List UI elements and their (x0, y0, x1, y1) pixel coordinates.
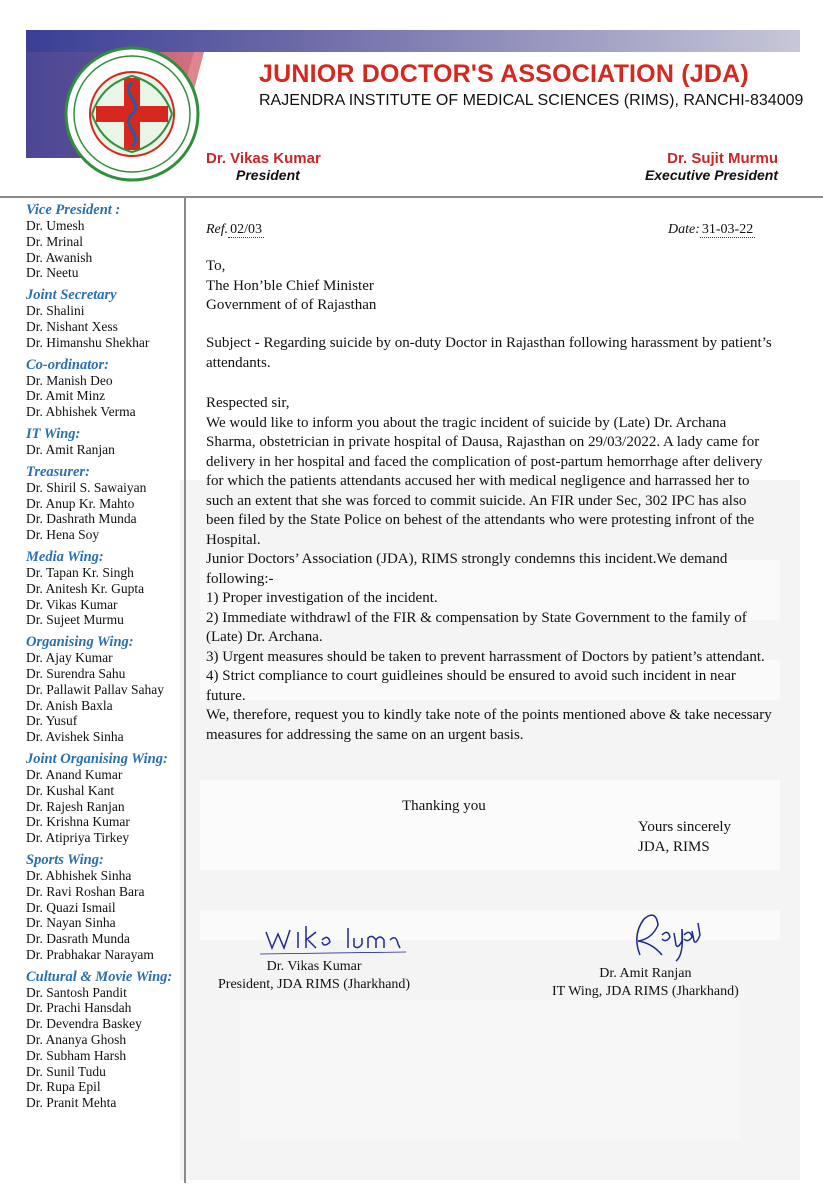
sidebar-group (0, 634, 184, 745)
sidebar-member: Dr. Atipriya Tirkey (26, 830, 130, 846)
sidebar-group-title: Sports Wing: (26, 851, 104, 868)
sidebar-member: Dr. Nishant Xess (26, 318, 118, 334)
sidebar-member: Dr. Surendra Sahu (26, 665, 126, 681)
sidebar-member: Dr. Dashrath Munda (26, 511, 137, 527)
sidebar-member: Dr. Himanshu Shekhar (26, 334, 150, 350)
right-signatory-role: IT Wing, JDA RIMS (Jharkhand) (552, 984, 739, 999)
sidebar-member: Dr. Avishek Sinha (26, 729, 124, 745)
sidebar-group (0, 357, 184, 420)
president-role: President (236, 167, 300, 183)
sidebar-member: Dr. Prachi Hansdah (26, 1000, 132, 1016)
sidebar-group-title: Co-ordinator: (26, 356, 109, 373)
sidebar-member: Dr. Anitesh Kr. Gupta (26, 580, 145, 596)
reference-number (206, 222, 264, 238)
president-block (206, 150, 321, 183)
closing-block (638, 818, 788, 857)
president-name: Dr. Vikas Kumar (206, 150, 321, 167)
letter-date (668, 222, 755, 238)
signature-left (218, 918, 410, 994)
sidebar-group-title: Vice President : (26, 202, 121, 218)
addressee-line-1: The Hon’ble Chief Minister (206, 277, 374, 294)
sidebar-member: Dr. Ravi Roshan Bara (26, 883, 145, 899)
sidebar-group-title: Cultural & Movie Wing: (26, 968, 173, 985)
sidebar-member: Dr. Mrinal (26, 233, 83, 249)
sidebar-member: Dr. Rajesh Ranjan (26, 798, 125, 814)
vikas-kumar-signature-icon (258, 918, 408, 958)
sidebar-member: Dr. Hena Soy (26, 527, 100, 543)
demand-1: 1) Proper investigation of the incident. (206, 590, 438, 606)
sidebar-member: Dr. Rupa Epil (26, 1079, 101, 1095)
sidebar-group (0, 751, 184, 846)
sidebar-member: Dr. Quazi Ismail (26, 899, 116, 915)
office-bearers-sidebar (0, 198, 186, 1183)
sidebar-group (0, 852, 184, 963)
sidebar-group (0, 287, 184, 350)
demand-3: 3) Urgent measures should be taken to prevent harrassment of Doctors by patient’s attendant. (206, 648, 765, 665)
thanks-line: Thanking you (402, 798, 486, 814)
sidebar-member: Dr. Awanish (26, 249, 93, 265)
sidebar-member: Dr. Umesh (26, 218, 85, 233)
organization-name: JUNIOR DOCTOR'S ASSOCIATION (JDA) (259, 60, 749, 88)
left-signatory-role: President, JDA RIMS (Jharkhand) (218, 977, 411, 992)
sidebar-member: Dr. Prabhakar Narayam (26, 946, 154, 962)
sidebar-group-title: Media Wing: (26, 548, 104, 565)
salutation: Respected sir, (206, 395, 290, 411)
sidebar-member: Dr. Tapan Kr. Singh (26, 564, 134, 580)
sidebar-group (0, 426, 184, 458)
sidebar-member: Dr. Krishna Kumar (26, 814, 130, 830)
sidebar-member: Dr. Amit Minz (26, 388, 106, 404)
sidebar-member: Dr. Abhishek Verma (26, 404, 136, 420)
sidebar-member: Dr. Neetu (26, 265, 79, 281)
sidebar-member: Dr. Vikas Kumar (26, 596, 118, 612)
body-paragraph-1: We would like to inform you about the tragic incident of suicide by (Late) Dr. Archana Sharma, obstetrician in private hospital of Dausa, Rajasthan on 29/03/2022. A lady came for delivery in her hospital and faced the complication of post-partum hemorrhage after delivery for which the patients attendants accused her with medical negligence and harrassed her to such an extent that she was forced to commit suicide. An FIR under Sec, 302 IPC has also been filed by the State Police on behest of the attendants who were protesting infront of the Hospital. (206, 414, 763, 548)
sidebar-member: Dr. Anand Kumar (26, 766, 123, 782)
sidebar-member: Dr. Ajay Kumar (26, 650, 113, 666)
sidebar-member: Dr. Ananya Ghosh (26, 1032, 127, 1048)
body-paragraph-2: Junior Doctors’ Association (JDA), RIMS strongly condemns this incident.We demand following:- (206, 551, 728, 587)
demand-4: 4) Strict compliance to court guidleines should be ensured to avoid such incident in near future. (206, 668, 736, 704)
sidebar-member: Dr. Anish Baxla (26, 697, 113, 713)
sidebar-member: Dr. Kushal Kant (26, 782, 115, 798)
executive-president-role: Executive President (644, 167, 778, 183)
sidebar-member: Dr. Anup Kr. Mahto (26, 495, 135, 511)
ref-value: 02/03 (230, 222, 263, 237)
date-label: Date: (668, 222, 700, 237)
sidebar-member: Dr. Shalini (26, 303, 85, 319)
sidebar-member: Dr. Abhishek Sinha (26, 867, 132, 883)
sidebar-group (0, 969, 184, 1111)
closing-text: Yours sincerely (638, 819, 732, 835)
executive-president-block (645, 150, 778, 183)
sidebar-member: Dr. Pranit Mehta (26, 1095, 117, 1111)
sidebar-group-title: Joint Organising Wing: (26, 750, 168, 767)
sidebar-member: Dr. Sujeet Murmu (26, 612, 124, 628)
address-block (206, 257, 776, 316)
date-value: 31-03-22 (701, 222, 754, 237)
ref-label: Ref. (206, 222, 229, 237)
sidebar-member: Dr. Yusuf (26, 713, 78, 729)
closing-org: JDA, RIMS (638, 838, 710, 855)
amit-ranjan-signature-icon (622, 905, 702, 965)
sidebar-group (0, 464, 184, 543)
sidebar-member: Dr. Subham Harsh (26, 1047, 127, 1063)
to-line: To, (206, 258, 226, 274)
sidebar-member: Dr. Nayan Sinha (26, 915, 116, 931)
sidebar-group-title: Treasurer: (26, 463, 90, 480)
executive-president-name: Dr. Sujit Murmu (667, 150, 778, 167)
demand-2: 2) Immediate withdrawl of the FIR & compensation by State Government to the family of (Late) Dr. Archana. (206, 609, 747, 645)
sidebar-group-title: Organising Wing: (26, 634, 134, 651)
sidebar-group-title: IT Wing: (26, 425, 81, 442)
rims-logo-icon (62, 44, 202, 184)
left-signatory-name: Dr. Vikas Kumar (266, 959, 362, 974)
sidebar-member: Dr. Sunil Tudu (26, 1063, 106, 1079)
sidebar-member: Dr. Pallawit Pallav Sahay (26, 681, 164, 697)
subject-line: Subject - Regarding suicide by on-duty Doctor in Rajasthan following harassment by patient’s attendants. (206, 335, 772, 371)
sidebar-group (0, 202, 184, 281)
body-paragraph-3: We, therefore, request you to kindly take note of the points mentioned above & take necessary measures for addressing the same on an urgent basis. (206, 707, 772, 743)
sidebar-member: Dr. Shiril S. Sawaiyan (26, 479, 147, 495)
sidebar-group-title: Joint Secretary (26, 287, 117, 304)
sidebar-member: Dr. Amit Ranjan (26, 441, 115, 457)
signature-right (552, 905, 739, 1001)
sidebar-member: Dr. Dasrath Munda (26, 931, 130, 947)
right-signatory-name: Dr. Amit Ranjan (599, 966, 692, 981)
sidebar-member: Dr. Manish Deo (26, 372, 113, 388)
letter-body (206, 394, 776, 745)
sidebar-member: Dr. Santosh Pandit (26, 984, 127, 1000)
institute-address: RAJENDRA INSTITUTE OF MEDICAL SCIENCES (RIMS), RANCHI-834009 (259, 92, 804, 109)
sidebar-group (0, 549, 184, 628)
letterhead (26, 30, 804, 188)
addressee-line-2: Government of of Rajasthan (206, 297, 377, 313)
sidebar-member: Dr. Devendra Baskey (26, 1016, 142, 1032)
